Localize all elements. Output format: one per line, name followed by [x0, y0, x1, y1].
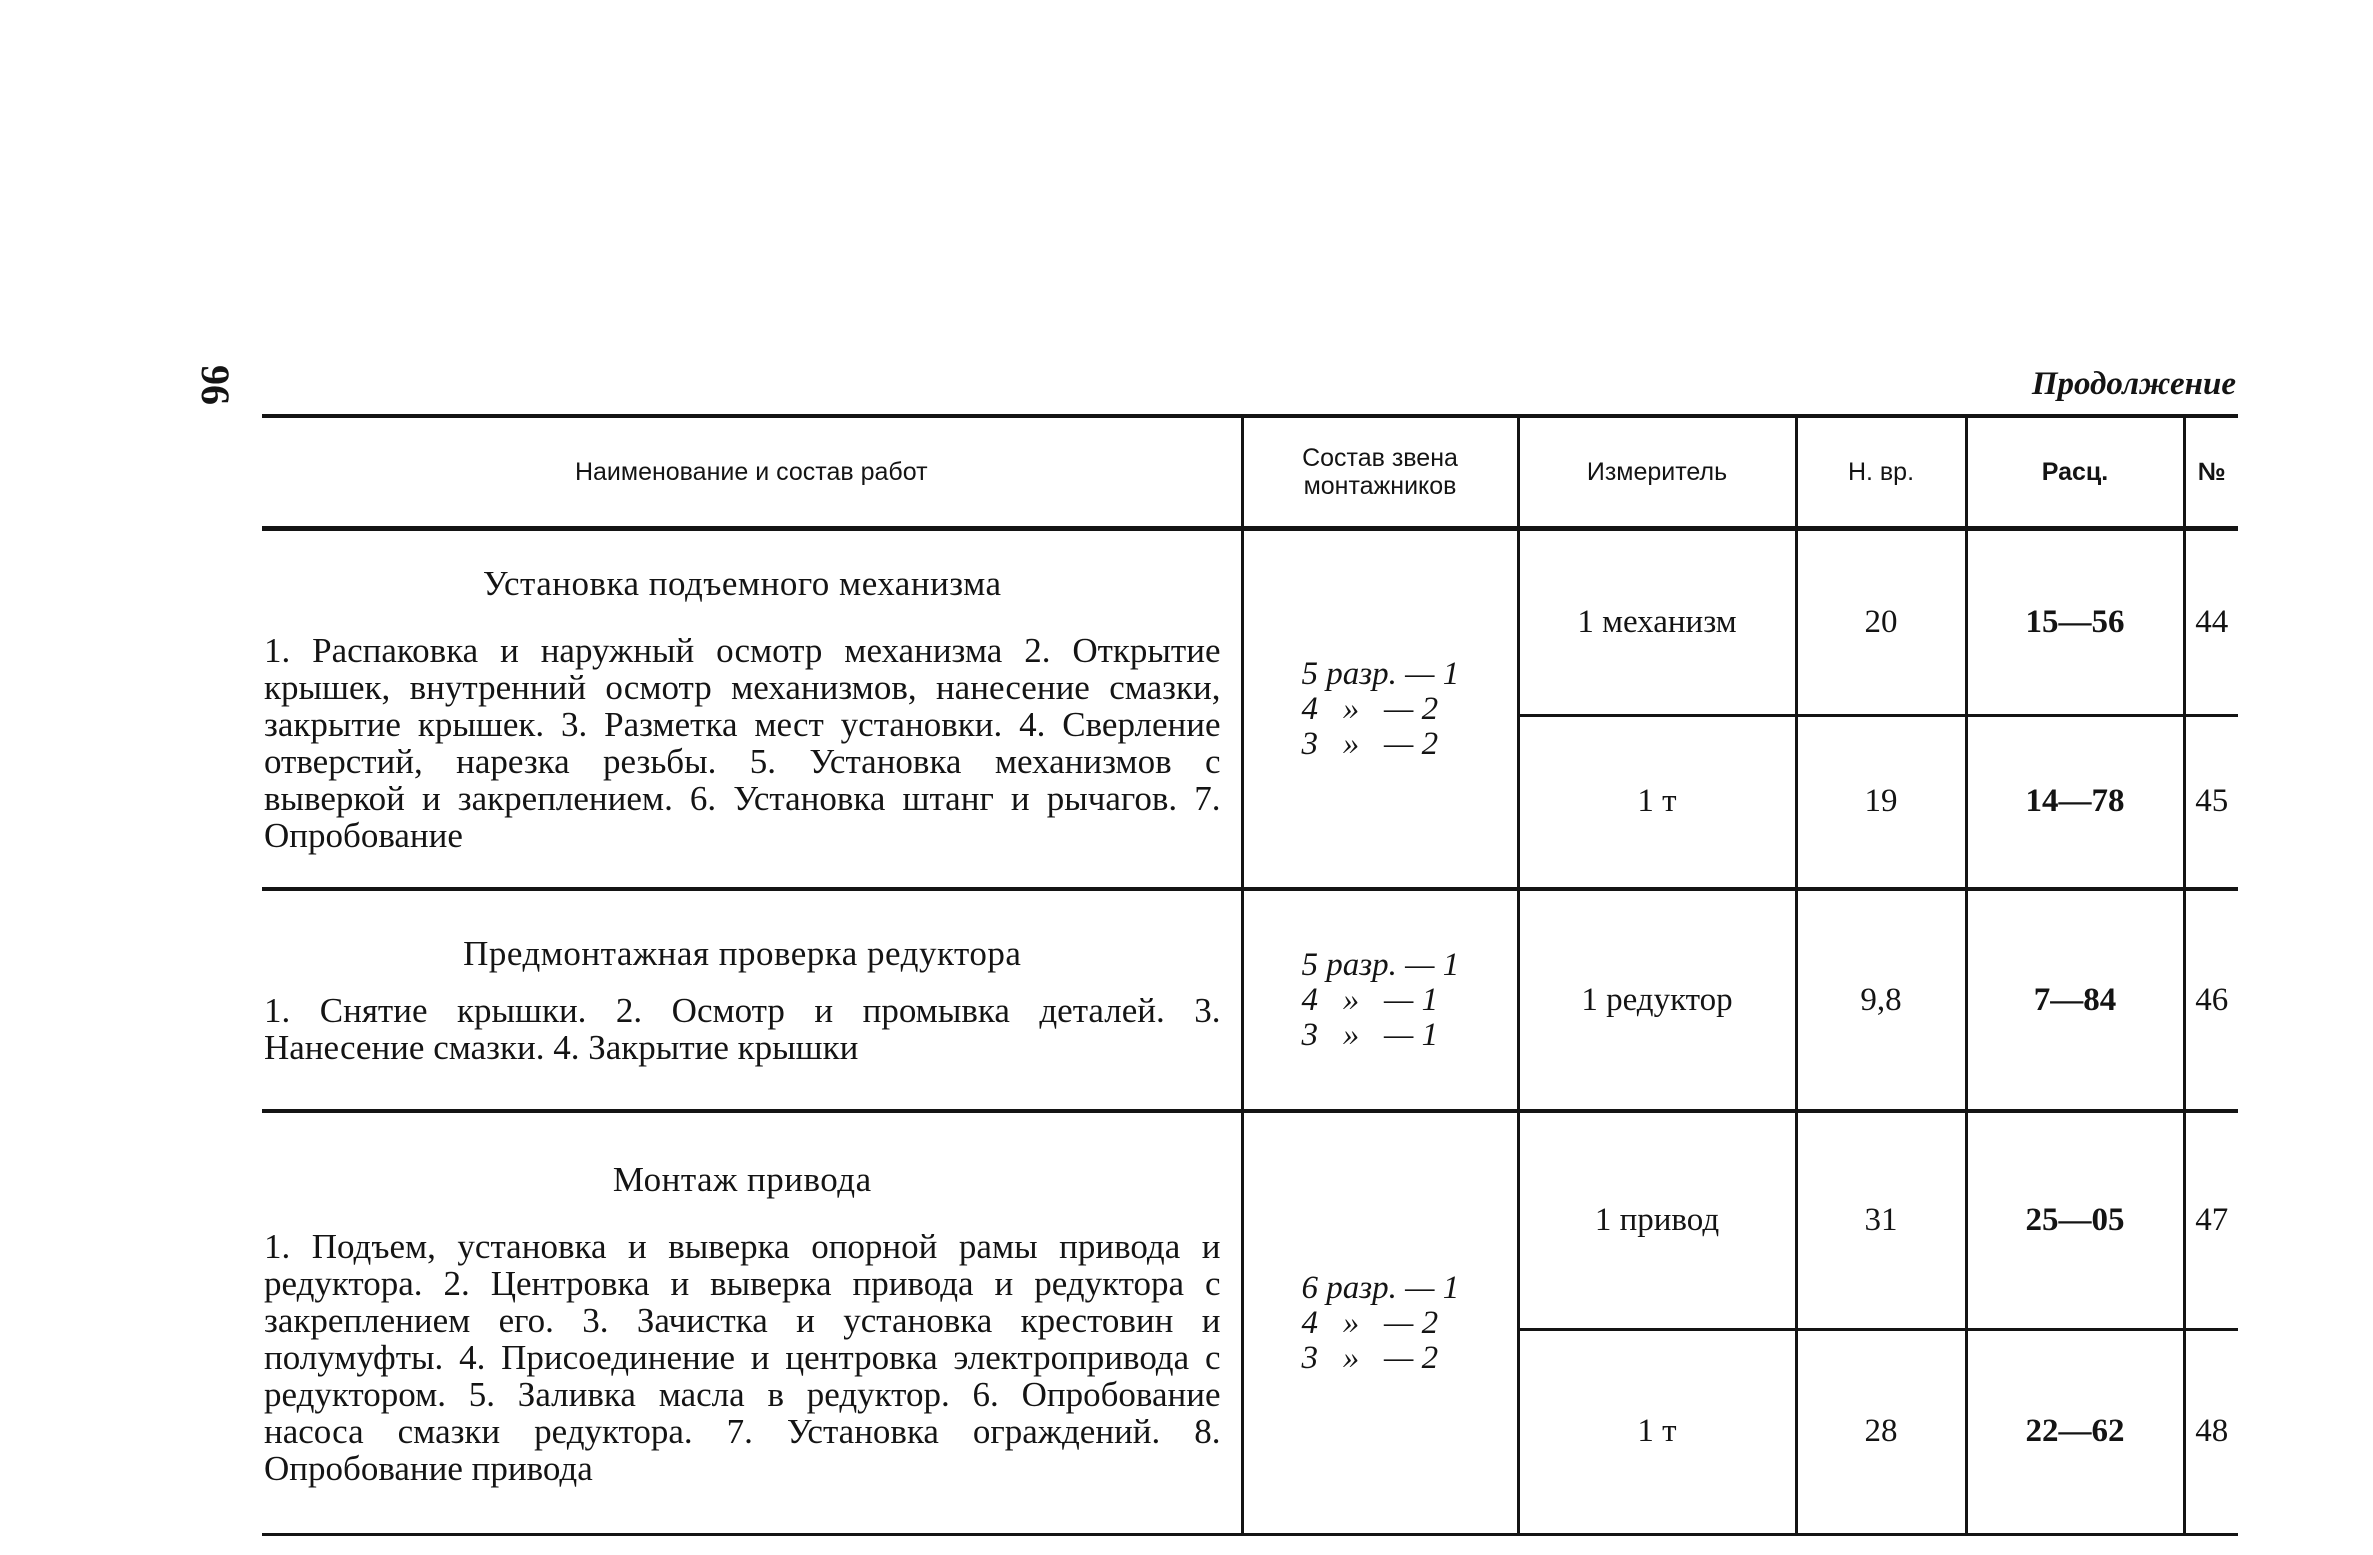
section-3-title: Монтаж привода [612, 1159, 872, 1199]
rate-cell: 7—84 [1966, 889, 2184, 1111]
rate-cell: 15—56 [1966, 529, 2184, 716]
crew-line: 4 » — 2 [1301, 1304, 1439, 1341]
number-cell: 44 [2184, 529, 2238, 716]
section-1-title: Установка подъемного механизма [482, 564, 1002, 603]
number-cell: 47 [2184, 1111, 2238, 1329]
crew-line: 3 » — 2 [1301, 1339, 1439, 1376]
table-row [262, 889, 2238, 1111]
crew-line: 4 » — 1 [1301, 981, 1439, 1018]
crew-line: 6 разр. — 1 [1301, 1269, 1460, 1306]
header-crew: Состав звена монтажников [1242, 416, 1518, 529]
rate-cell: 14—78 [1966, 715, 2184, 889]
continuation-label: Продолжение [2031, 366, 2236, 402]
crew-line: 3 » — 2 [1301, 725, 1439, 762]
table-header-row [262, 416, 2238, 529]
page-number: 96 [193, 365, 238, 405]
norm-cell: 9,8 [1796, 889, 1966, 1111]
table-row [262, 1111, 2238, 1329]
norm-cell: 28 [1796, 1329, 1966, 1534]
norm-cell: 19 [1796, 715, 1966, 889]
header-no: № [2184, 416, 2238, 529]
number-cell: 45 [2184, 715, 2238, 889]
header-rate: Расц. [1966, 416, 2184, 529]
header-name: Наименование и состав работ [262, 416, 1242, 529]
section-3-description-cell [262, 1111, 1242, 1535]
work-norms-table [262, 414, 2238, 1536]
section-2-description: 1. Снятие крышки. 2. Осмотр и промывка деталей. 3. Нанесение смазки. 4. Закрытие крышки [264, 991, 1221, 1067]
unit-cell: 1 привод [1518, 1111, 1796, 1329]
section-1-description-cell [262, 529, 1242, 890]
norm-cell: 20 [1796, 529, 1966, 716]
crew-line: 5 разр. — 1 [1301, 946, 1460, 983]
section-2-description-cell [262, 889, 1242, 1111]
crew-line: 5 разр. — 1 [1301, 655, 1460, 692]
rate-cell: 25—05 [1966, 1111, 2184, 1329]
crew-line: 4 » — 2 [1301, 690, 1439, 727]
section-3-crew [1242, 1111, 1518, 1535]
header-norm: Н. вр. [1796, 416, 1966, 529]
unit-cell: 1 т [1518, 1329, 1796, 1534]
rate-cell: 22—62 [1966, 1329, 2184, 1534]
norm-cell: 31 [1796, 1111, 1966, 1329]
crew-line: 3 » — 1 [1301, 1016, 1439, 1053]
section-1-description: 1. Распаковка и наружный осмотр механизма 2. Открытие крышек, внутренний осмотр механизмов, нанесение смазки, закрытие крышек. 3. Разметка мест установки. 4. Сверление отверстий, нарезка резьбы. 5. Установка механизмов с выверкой и закреплением. 6. Установка штанг и рычагов. 7. Опробование [264, 631, 1221, 855]
number-cell: 48 [2184, 1329, 2238, 1534]
unit-cell: 1 редуктор [1518, 889, 1796, 1111]
section-3-description: 1. Подъем, установка и выверка опорной рамы привода и редуктора. 2. Центровка и выверка привода и редуктора с закреплением его. 3. Зачистка и установка крестовин и полумуфты. 4. Присоединение и центровка электропривода с редуктором. 5. Заливка масла в редуктор. 6. Опробование насоса смазки редуктора. 7. Установка ограждений. 8. Опробование привода [264, 1226, 1221, 1488]
unit-cell: 1 т [1518, 715, 1796, 889]
number-cell: 46 [2184, 889, 2238, 1111]
unit-cell: 1 механизм [1518, 529, 1796, 716]
section-2-crew [1242, 889, 1518, 1111]
section-2-title: Предмонтажная проверка редуктора [463, 934, 1022, 973]
section-1-crew [1242, 529, 1518, 890]
table-row [262, 529, 2238, 716]
header-unit: Измеритель [1518, 416, 1796, 529]
